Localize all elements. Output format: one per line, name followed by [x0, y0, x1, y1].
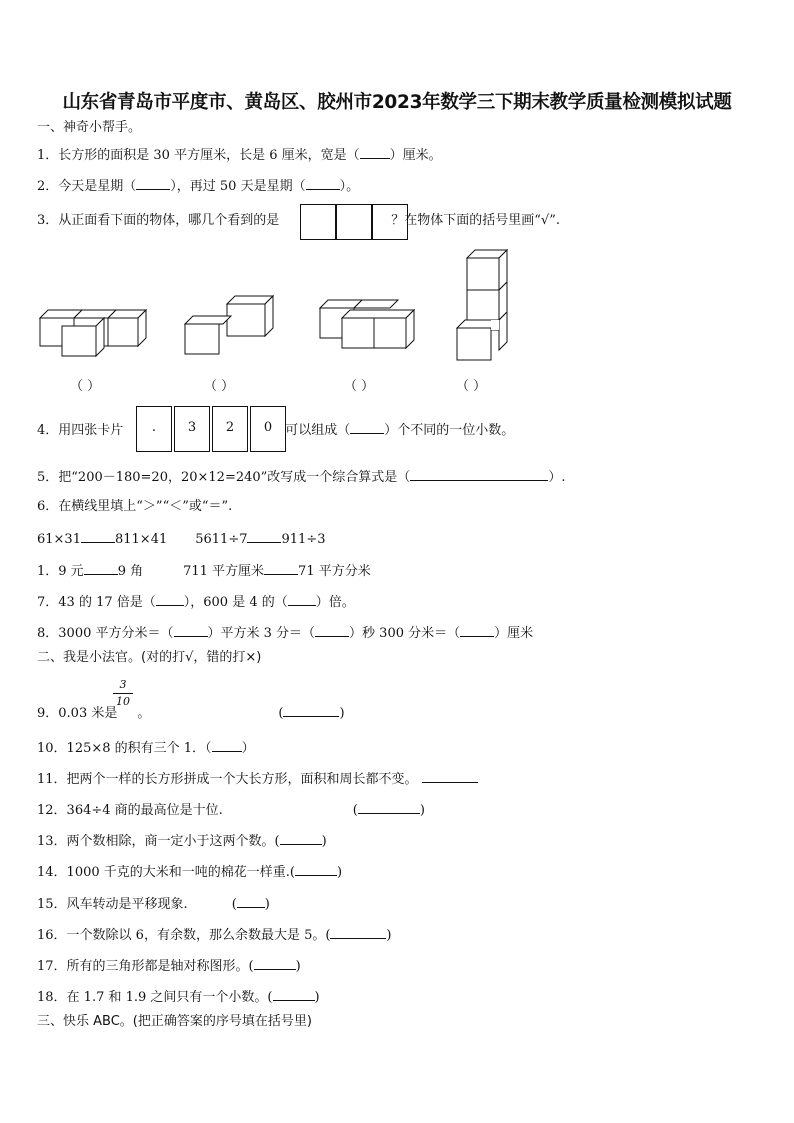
page-title: 山东省青岛市平度市、黄岛区、胶州市2023年数学三下期末教学质量检测模拟试题	[62, 92, 732, 113]
cube-figure-3	[318, 296, 418, 352]
answer-blank[interactable]	[410, 468, 548, 481]
answer-paren-1[interactable]: （ ）	[70, 379, 101, 394]
answer-blank[interactable]	[315, 624, 349, 637]
front-view-figure	[300, 204, 408, 240]
section-1-heading: 一、神奇小帮手。	[37, 120, 142, 135]
question-1: 1．长方形的面积是 30 平方厘米，长是 6 厘米，宽是（ ）厘米。	[37, 148, 442, 163]
answer-paren-3[interactable]: （ ）	[344, 379, 375, 394]
question-13: 13．两个数相除，商一定小于这两个数。( )	[37, 834, 327, 849]
answer-blank[interactable]	[350, 421, 384, 434]
answer-blank[interactable]	[264, 562, 298, 575]
answer-blank[interactable]	[247, 530, 281, 543]
section-3-heading: 三、快乐 ABC。(把正确答案的序号填在括号里)	[37, 1014, 312, 1029]
question-9: 9．0.03 米是 。 ( )	[37, 706, 345, 721]
question-12: 12．364÷4 商的最高位是十位. ( )	[37, 803, 425, 818]
cube-figure-4	[455, 248, 515, 363]
question-18: 18．在 1.7 和 1.9 之间只有一个小数。( )	[37, 990, 320, 1005]
answer-blank[interactable]	[358, 801, 420, 814]
question-2: 2．今天是星期（ ），再过 50 天是星期（ ）。	[37, 179, 360, 194]
question-5: 5．把“200－180=20，20×12=240”改写成一个综合算式是（ ）.	[37, 470, 566, 485]
question-14: 14．1000 千克的大米和一吨的棉花一样重.( )	[37, 865, 343, 880]
answer-blank[interactable]	[306, 177, 340, 190]
answer-blank[interactable]	[237, 895, 265, 908]
question-10: 10．125×8 的积有三个 1．（ ）	[37, 741, 255, 756]
answer-blank[interactable]	[136, 177, 170, 190]
answer-blank[interactable]	[330, 926, 386, 939]
answer-paren-4[interactable]: （ ）	[456, 379, 487, 394]
digit-card: 0	[250, 406, 286, 452]
answer-paren-2[interactable]: （ ）	[204, 379, 235, 394]
question-3: 3．从正面看下面的物体，哪几个看到的是 ？在物体下面的括号里画“√”.	[37, 213, 560, 228]
fraction: 3 10	[113, 678, 133, 708]
question-6-row-2: 1．9 元 9 角 711 平方厘米 71 平方分米	[37, 564, 371, 579]
digit-card: 3	[174, 406, 210, 452]
answer-blank[interactable]	[360, 146, 390, 159]
answer-blank[interactable]	[295, 863, 337, 876]
question-7: 7．43 的 17 倍是（ ），600 是 4 的（ ）倍。	[37, 595, 355, 610]
question-16: 16．一个数除以 6，有余数，那么余数最大是 5。( )	[37, 928, 392, 943]
answer-blank[interactable]	[156, 593, 184, 606]
digit-card: .	[136, 406, 172, 452]
question-11: 11．把两个一样的长方形拼成一个大长方形，面积和周长都不变。	[37, 770, 478, 788]
question-4: 4．用四张卡片 可以组成（ ）个不同的一位小数。	[37, 423, 515, 438]
answer-blank[interactable]	[212, 739, 242, 752]
digit-card: 2	[212, 406, 248, 452]
answer-blank[interactable]	[254, 957, 296, 970]
answer-blank[interactable]	[273, 988, 315, 1001]
question-6-row-1: 61×31 811×41 5611÷7 911÷3	[37, 532, 326, 547]
answer-blank[interactable]	[174, 624, 208, 637]
answer-blank[interactable]	[288, 593, 316, 606]
question-6: 6．在横线里填上“＞”“＜”或“＝”.	[37, 499, 233, 514]
answer-blank[interactable]	[283, 704, 339, 717]
answer-blank[interactable]	[84, 562, 118, 575]
section-2-heading: 二、我是小法官。(对的打√，错的打×)	[37, 650, 262, 665]
answer-blank[interactable]	[280, 832, 322, 845]
cube-figure-2	[183, 296, 278, 358]
answer-blank[interactable]	[460, 624, 494, 637]
question-17: 17．所有的三角形都是轴对称图形。( )	[37, 959, 301, 974]
question-8: 8．3000 平方分米＝（ ）平方米 3 分＝（ ）秒 300 分米＝（ ）厘米	[37, 626, 534, 641]
cube-figure-1	[38, 298, 148, 360]
question-15: 15．风车转动是平移现象. ( )	[37, 897, 270, 912]
answer-blank[interactable]	[81, 530, 115, 543]
answer-blank[interactable]	[422, 770, 478, 783]
